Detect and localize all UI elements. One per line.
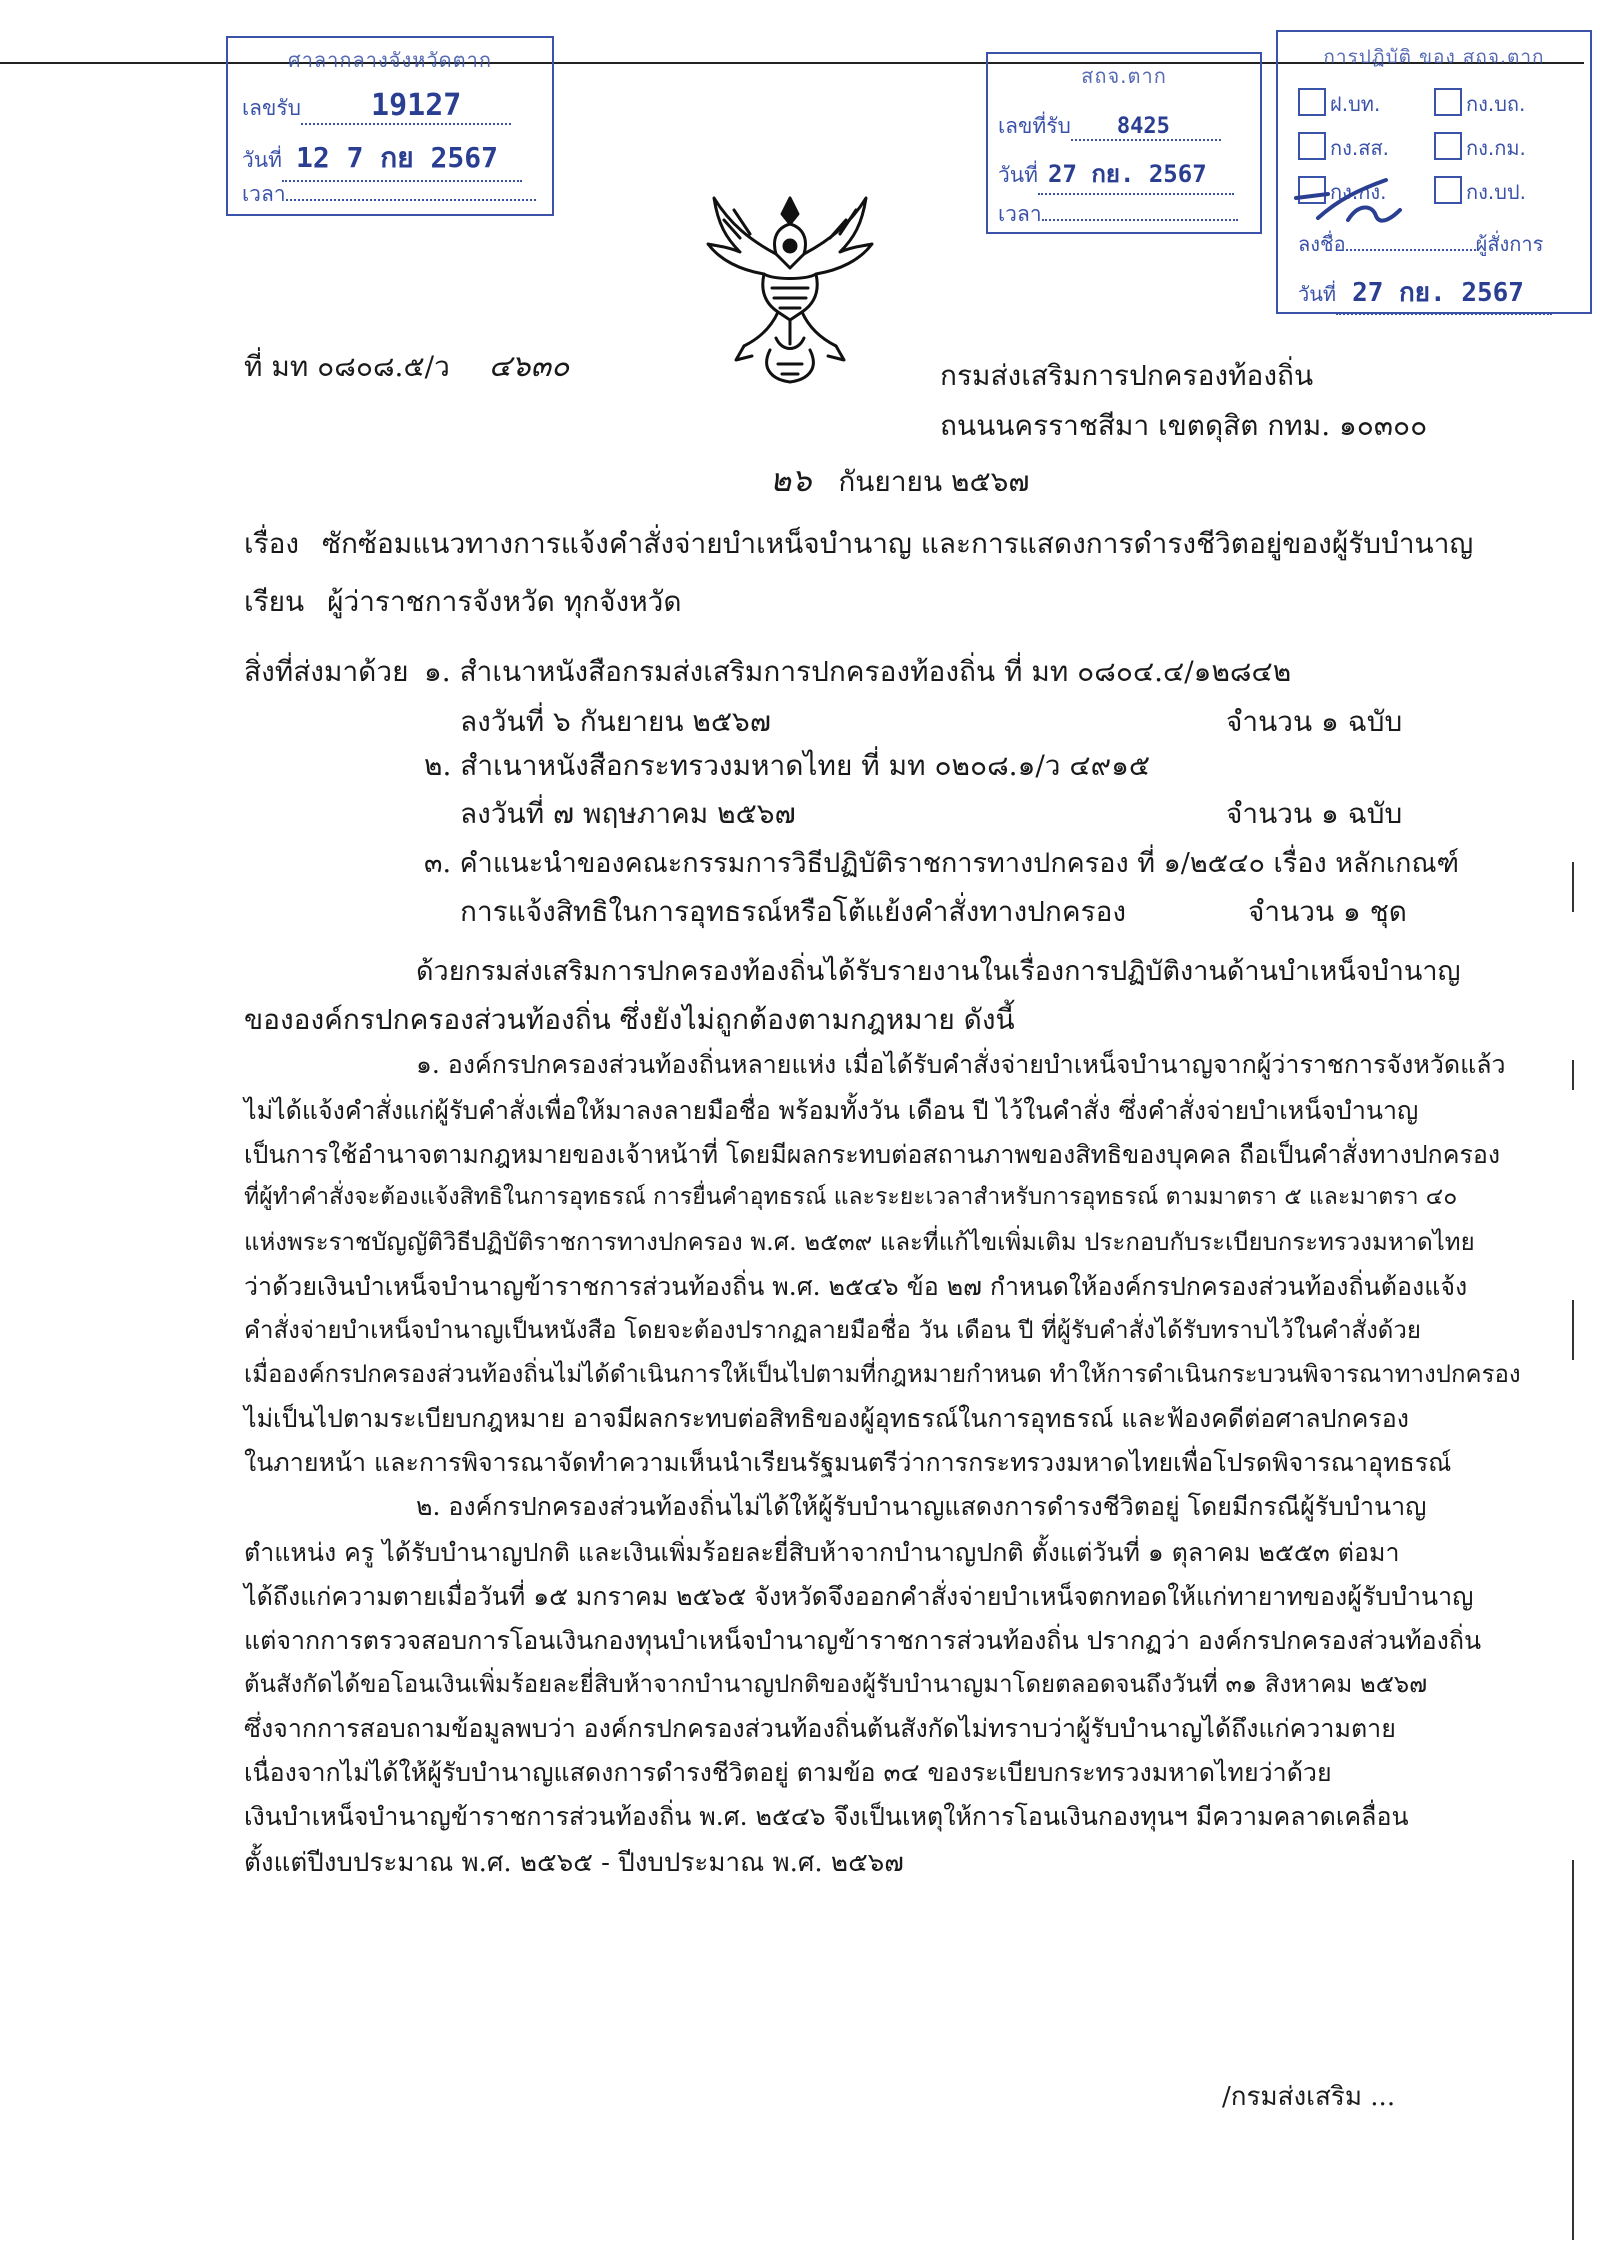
stamp-label: ผู้สั่งการ — [1475, 232, 1544, 256]
reference-label: ที่ มท ๐๘๐๘.๕/ว — [244, 350, 450, 383]
point-two-line: ตำแหน่ง ครู ได้รับบำนาญปกติ และเงินเพิ่มร้อยละยี่สิบห้าจากบำนาญปกติ ตั้งแต่วันที่ ๑ ตุลาคม ๒๕๕๓ ต่อมา — [244, 1538, 1400, 1567]
point-two-line: ซึ่งจากการสอบถามข้อมูลพบว่า องค์กรปกครองส่วนท้องถิ่นต้นสังกัดไม่ทราบว่าผู้รับบำนาญได้ถึงแก่ความตาย — [244, 1714, 1396, 1743]
point-one-line: ไม่เป็นไปตามระเบียบกฎหมาย อาจมีผลกระทบต่อสิทธิของผู้อุทธรณ์ในการอุทธรณ์ และฟ้องคดีต่อศาลปกครอง — [244, 1404, 1409, 1433]
stamp-label: วันที่ — [1298, 282, 1337, 306]
date-day: ๒๖ — [770, 461, 812, 499]
stamp-title: สถจ.ตาก — [1081, 64, 1167, 88]
point-one-line: ในภายหน้า และการพิจารณาจัดทำความเห็นนำเรียนรัฐมนตรีว่าการกระทรวงมหาดไทยเพื่อโปรดพิจารณาอุทธรณ์ — [244, 1448, 1452, 1477]
margin-mark — [1572, 862, 1574, 912]
point-one-line: เมื่อองค์กรปกครองส่วนท้องถิ่นไม่ได้ดำเนินการให้เป็นไปตามที่กฎหมายกำหนด ทำให้การดำเนินกระบวนพิจารณาทางปกครอง — [244, 1360, 1521, 1388]
continuation-note: /กรมส่งเสริม ... — [1222, 2082, 1396, 2112]
provincial-hall-receipt-stamp — [226, 36, 554, 216]
point-one-line: แห่งพระราชบัญญัติวิธีปฏิบัติราชการทางปกครอง พ.ศ. ๒๕๓๙ และที่แก้ไขเพิ่มเติม ประกอบกับระเบียบกระทรวงมหาดไทย — [244, 1228, 1475, 1256]
enclosure-line: ๓. คำแนะนำของคณะกรรมการวิธีปฏิบัติราชการทางปกครอง ที่ ๑/๒๕๔๐ เรื่อง หลักเกณฑ์ — [424, 848, 1459, 879]
action-date: 27 กย. 2567 — [1352, 278, 1524, 308]
office-receipt-stamp — [986, 52, 1262, 234]
margin-mark — [1572, 1860, 1574, 2240]
point-two-line: เนื่องจากไม่ได้ให้ผู้รับบำนาญแสดงการดำรงชีวิตอยู่ ตามข้อ ๓๔ ของระเบียบกระทรวงมหาดไทยว่าด้วย — [244, 1758, 1332, 1787]
point-one-line: ที่ผู้ทำคำสั่งจะต้องแจ้งสิทธิในการอุทธรณ์ การยื่นคำอุทธรณ์ และระยะเวลาสำหรับการอุทธรณ์ ตามมาตรา ๕ และมาตรา ๔๐ — [244, 1184, 1458, 1210]
receipt-number: 8425 — [1116, 114, 1170, 139]
enclosure-line: ลงวันที่ ๖ กันยายน ๒๕๖๗ — [460, 705, 771, 738]
point-two-line: ๒. องค์กรปกครองส่วนท้องถิ่นไม่ได้ให้ผู้รับบำนาญแสดงการดำรงชีวิตอยู่ โดยมีกรณีผู้รับบำนาญ — [416, 1492, 1427, 1521]
stamp-label: เลขรับ — [242, 96, 302, 120]
routing-checkbox — [1434, 88, 1462, 116]
garuda-emblem — [700, 180, 880, 390]
reference-number: ๔๖๓๐ — [488, 349, 570, 384]
point-two-line: ต้นสังกัดได้ขอโอนเงินเพิ่มร้อยละยี่สิบห้าจากบำนาญปกติของผู้รับบำนาญมาโดยตลอดจนถึงวันที่ ๓๑ สิงหาคม ๒๕๖๗ — [244, 1670, 1428, 1698]
issuing-organization: กรมส่งเสริมการปกครองท้องถิ่น — [940, 359, 1314, 392]
point-one-line: ว่าด้วยเงินบำเหน็จบำนาญข้าราชการส่วนท้องถิ่น พ.ศ. ๒๕๔๖ ข้อ ๒๗ กำหนดให้องค์กรปกครองส่วนท้องถิ่นต้องแจ้ง — [244, 1272, 1468, 1301]
receipt-date: 12 7 กย 2567 — [296, 141, 498, 174]
receipt-number: 19127 — [371, 88, 462, 123]
routing-label: กง.บถ. — [1466, 92, 1526, 116]
margin-mark — [1572, 1300, 1574, 1360]
stamp-label: เวลา — [998, 202, 1042, 226]
routing-label: ฝ.บท. — [1330, 92, 1381, 116]
routing-label: กง.สส. — [1330, 136, 1390, 160]
subject-label: เรื่อง — [244, 527, 300, 560]
stamp-label: เลขที่รับ — [998, 114, 1071, 138]
margin-mark — [1572, 1060, 1574, 1090]
point-one-line: ไม่ได้แจ้งคำสั่งแก่ผู้รับคำสั่งเพื่อให้มาลงลายมือชื่อ พร้อมทั้งวัน เดือน ปี ไว้ในคำสั่ง ซึ่งคำสั่งจ่ายบำเหน็จบำนาญ — [244, 1096, 1419, 1125]
stamp-label: ลงชื่อ — [1298, 232, 1346, 256]
point-two-line: ได้ถึงแก่ความตายเมื่อวันที่ ๑๕ มกราคม ๒๕๖๕ จังหวัดจึงออกคำสั่งจ่ายบำเหน็จตกทอดให้แก่ทายาทของผู้รับบำนาญ — [244, 1582, 1474, 1611]
routing-label: กง.กง. — [1330, 180, 1387, 204]
enclosure-quantity: จำนวน ๑ ชุด — [1248, 895, 1407, 928]
enclosures-label: สิ่งที่ส่งมาด้วย — [244, 655, 409, 688]
routing-checkbox — [1298, 88, 1326, 116]
addressee: ผู้ว่าราชการจังหวัด ทุกจังหวัด — [327, 585, 682, 618]
stamp-label: วันที่ — [242, 148, 282, 172]
subject-text: ซักซ้อมแนวทางการแจ้งคำสั่งจ่ายบำเหน็จบำนาญ และการแสดงการดำรงชีวิตอยู่ของผู้รับบำนาญ — [322, 527, 1474, 560]
enclosure-quantity: จำนวน ๑ ฉบับ — [1226, 797, 1403, 830]
routing-action-stamp — [1276, 30, 1592, 314]
intro-line: ด้วยกรมส่งเสริมการปกครองท้องถิ่นได้รับรายงานในเรื่องการปฏิบัติงานด้านบำเหน็จบำนาญ — [416, 956, 1461, 987]
receipt-date: 27 กย. 2567 — [1048, 160, 1207, 188]
enclosure-line: ๒. สำเนาหนังสือกระทรวงมหาดไทย ที่ มท ๐๒๐๘.๑/ว ๔๙๑๕ — [424, 749, 1151, 782]
intro-line: ขององค์กรปกครองส่วนท้องถิ่น ซึ่งยังไม่ถูกต้องตามกฎหมาย ดังนี้ — [244, 1003, 1015, 1036]
point-one-line: ๑. องค์กรปกครองส่วนท้องถิ่นหลายแห่ง เมื่อได้รับคำสั่งจ่ายบำเหน็จบำนาญจากผู้ว่าราชการจังหวัดแล้ว — [416, 1050, 1506, 1079]
stamp-label: วันที่ — [998, 163, 1038, 187]
point-two-line: แต่จากการตรวจสอบการโอนเงินกองทุนบำเหน็จบำนาญข้าราชการส่วนท้องถิ่น ปรากฏว่า องค์กรปกครองส่วนท้องถิ่น — [244, 1626, 1482, 1655]
point-one-line: คำสั่งจ่ายบำเหน็จบำนาญเป็นหนังสือ โดยจะต้องปรากฏลายมือชื่อ วัน เดือน ปี ที่ผู้รับคำสั่งได้รับทราบไว้ในคำสั่งด้วย — [244, 1316, 1421, 1344]
organization-address: ถนนนครราชสีมา เขตดุสิต กทม. ๑๐๓๐๐ — [940, 409, 1428, 442]
enclosure-line: การแจ้งสิทธิในการอุทธรณ์หรือโต้แย้งคำสั่งทางปกครอง — [460, 895, 1127, 928]
routing-label: กง.กม. — [1466, 136, 1526, 160]
stamp-label: เวลา — [242, 182, 286, 206]
stamp-title: ศาลากลางจังหวัดตาก — [288, 48, 492, 72]
point-one-line: เป็นการใช้อำนาจตามกฎหมายของเจ้าหน้าที่ โดยมีผลกระทบต่อสถานภาพของสิทธิของบุคคล ถือเป็นคำสั่งทางปกครอง — [244, 1140, 1501, 1169]
enclosure-line: ลงวันที่ ๗ พฤษภาคม ๒๕๖๗ — [460, 797, 796, 830]
point-two-line: เงินบำเหน็จบำนาญข้าราชการส่วนท้องถิ่น พ.ศ. ๒๕๔๖ จึงเป็นเหตุให้การโอนเงินกองทุนฯ มีความคลาดเคลื่อน — [244, 1802, 1409, 1831]
stamp-title: การปฏิบัติ ของ สถจ.ตาก — [1323, 46, 1545, 68]
routing-checkbox — [1298, 132, 1326, 160]
routing-label: กง.บป. — [1466, 180, 1526, 204]
date-month-year: กันยายน ๒๕๖๗ — [838, 465, 1030, 498]
enclosure-line: ๑. สำเนาหนังสือกรมส่งเสริมการปกครองท้องถิ่น ที่ มท ๐๘๐๔.๔/๑๒๘๔๒ — [424, 655, 1292, 688]
routing-checkbox — [1434, 132, 1462, 160]
enclosure-quantity: จำนวน ๑ ฉบับ — [1226, 705, 1403, 738]
routing-checkbox — [1434, 176, 1462, 204]
salutation-label: เรียน — [244, 585, 305, 618]
point-two-line: ตั้งแต่ปีงบประมาณ พ.ศ. ๒๕๖๕ - ปีงบประมาณ พ.ศ. ๒๕๖๗ — [244, 1848, 904, 1878]
